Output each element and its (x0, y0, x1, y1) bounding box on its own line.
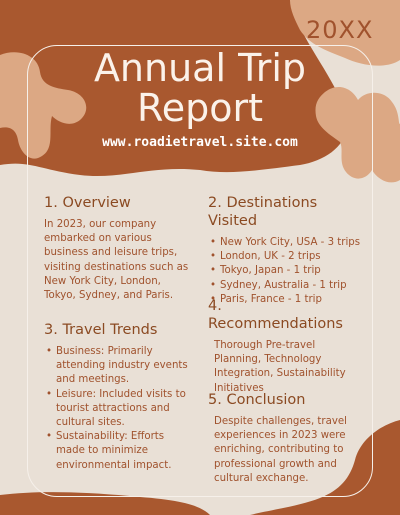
trend-item: • Leisure: Included visits to tourist attractions and cultural sites. (56, 388, 194, 431)
recommendations-text: Thorough Pre-travel Planning, Technology Integration, Sustainability Initiatives (214, 340, 346, 394)
trend-item: • Business: Primarily attending industry events and meetings. (56, 345, 194, 388)
trends-heading: 3. Travel Trends (44, 322, 158, 338)
title-line-2: Report (137, 86, 263, 130)
conclusion-heading: 5. Conclusion (208, 392, 306, 408)
destination-item: • New York City, USA - 3 trips (220, 236, 368, 250)
destination-item: • Paris, France - 1 trip (220, 293, 368, 307)
trends-list (44, 345, 194, 473)
overview-text: In 2023, our company embarked on various business and leisure trips, visiting destinations such as New York City, London, Tokyo, Sydney, and Paris. (44, 219, 189, 302)
conclusion-text: Despite challenges, travel experiences in 2023 were enriching, contributing to professional growth and cultural exchange. (214, 416, 347, 484)
destinations-section (208, 194, 368, 307)
website-link[interactable]: www.roadietravel.site.com (102, 135, 298, 150)
recommendations-heading: 4. Recommendations (208, 298, 343, 332)
report-year: 20XX (306, 16, 374, 44)
recommendations-section (208, 297, 358, 396)
title-line-1: Annual Trip (93, 46, 307, 90)
destination-item: • Sydney, Australia - 1 trip (220, 279, 368, 293)
report-title (0, 48, 400, 128)
destination-item: • London, UK - 2 trips (220, 250, 368, 264)
overview-heading: 1. Overview (44, 195, 131, 211)
destination-item: • Tokyo, Japan - 1 trip (220, 264, 368, 278)
conclusion-section (208, 391, 358, 486)
destinations-heading: 2. Destinations Visited (208, 195, 318, 229)
trend-item: • Sustainability: Efforts made to minimize environmental impact. (56, 430, 194, 473)
trends-section (44, 321, 194, 473)
overview-section (44, 194, 194, 303)
